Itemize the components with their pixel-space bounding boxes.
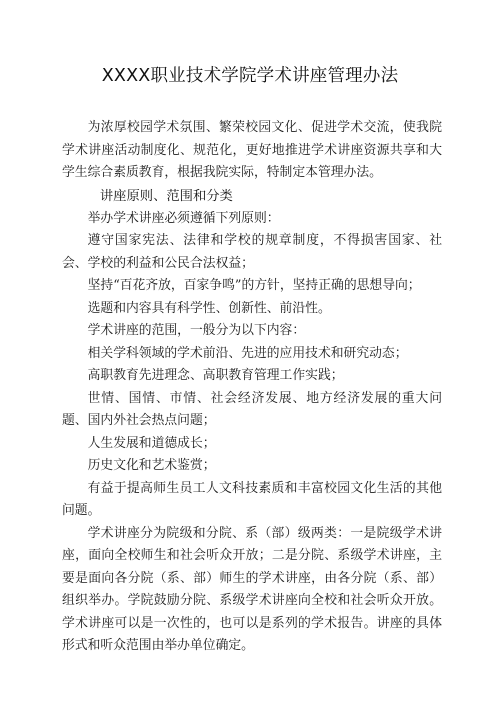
paragraph: 学术讲座的范围，一般分为以下内容： <box>87 323 306 338</box>
intro-paragraph: 为浓厚校园学术氛围、繁荣校园文化、促进学术交流，使我院学术讲座活动制度化、规范化，更好地推进学术讲座资源共享和大学生综合素质教育，根据我院实际，特制定本管理办法。 <box>62 120 442 180</box>
document-title: XXXX职业技术学院学术讲座管理办法 <box>101 66 399 86</box>
paragraph: 高职教育先进理念、高职教育管理工作实践； <box>87 368 344 383</box>
paragraph: 坚持“百花齐放，百家争鸣”的方针，坚持正确的思想导向； <box>87 278 421 293</box>
paragraph: 历史文化和艺术鉴赏； <box>87 458 216 473</box>
paragraph: 学术讲座分为院级和分院、系（部）级两类：一是院级学术讲座，面向全校师生和社会听众开放；二是分院、系级学术讲座，主要是面向各分院（系、部）师生的学术讲座，由各分院（系、部）组织举办。学院鼓励分院、系级学术讲座向全校和社会听众开放。学术讲座可以是一次性的，也可以是系列的学术报告。讲座的具体形式和听众范围由举办单位确定。 <box>62 525 442 653</box>
paragraph: 遵守国家宪法、法律和学校的规章制度，不得损害国家、社会、学校的利益和公民合法权益； <box>62 233 442 271</box>
section-heading: 讲座原则、范围和分类 <box>99 188 233 204</box>
document-body <box>62 117 442 658</box>
paragraph: 世情、国情、市情、社会经济发展、地方经济发展的重大问题、国内外社会热点问题； <box>62 390 442 428</box>
paragraph: 选题和内容具有科学性、创新性、前沿性。 <box>87 300 331 316</box>
paragraph: 举办学术讲座必须遵循下列原则： <box>87 210 280 226</box>
paragraph: 相关学科领域的学术前沿、先进的应用技术和研究动态； <box>87 345 408 361</box>
paragraph: 人生发展和道德成长； <box>87 435 216 451</box>
paragraph: 有益于提高师生员工人文科技素质和丰富校园文化生活的其他问题。 <box>62 480 442 518</box>
